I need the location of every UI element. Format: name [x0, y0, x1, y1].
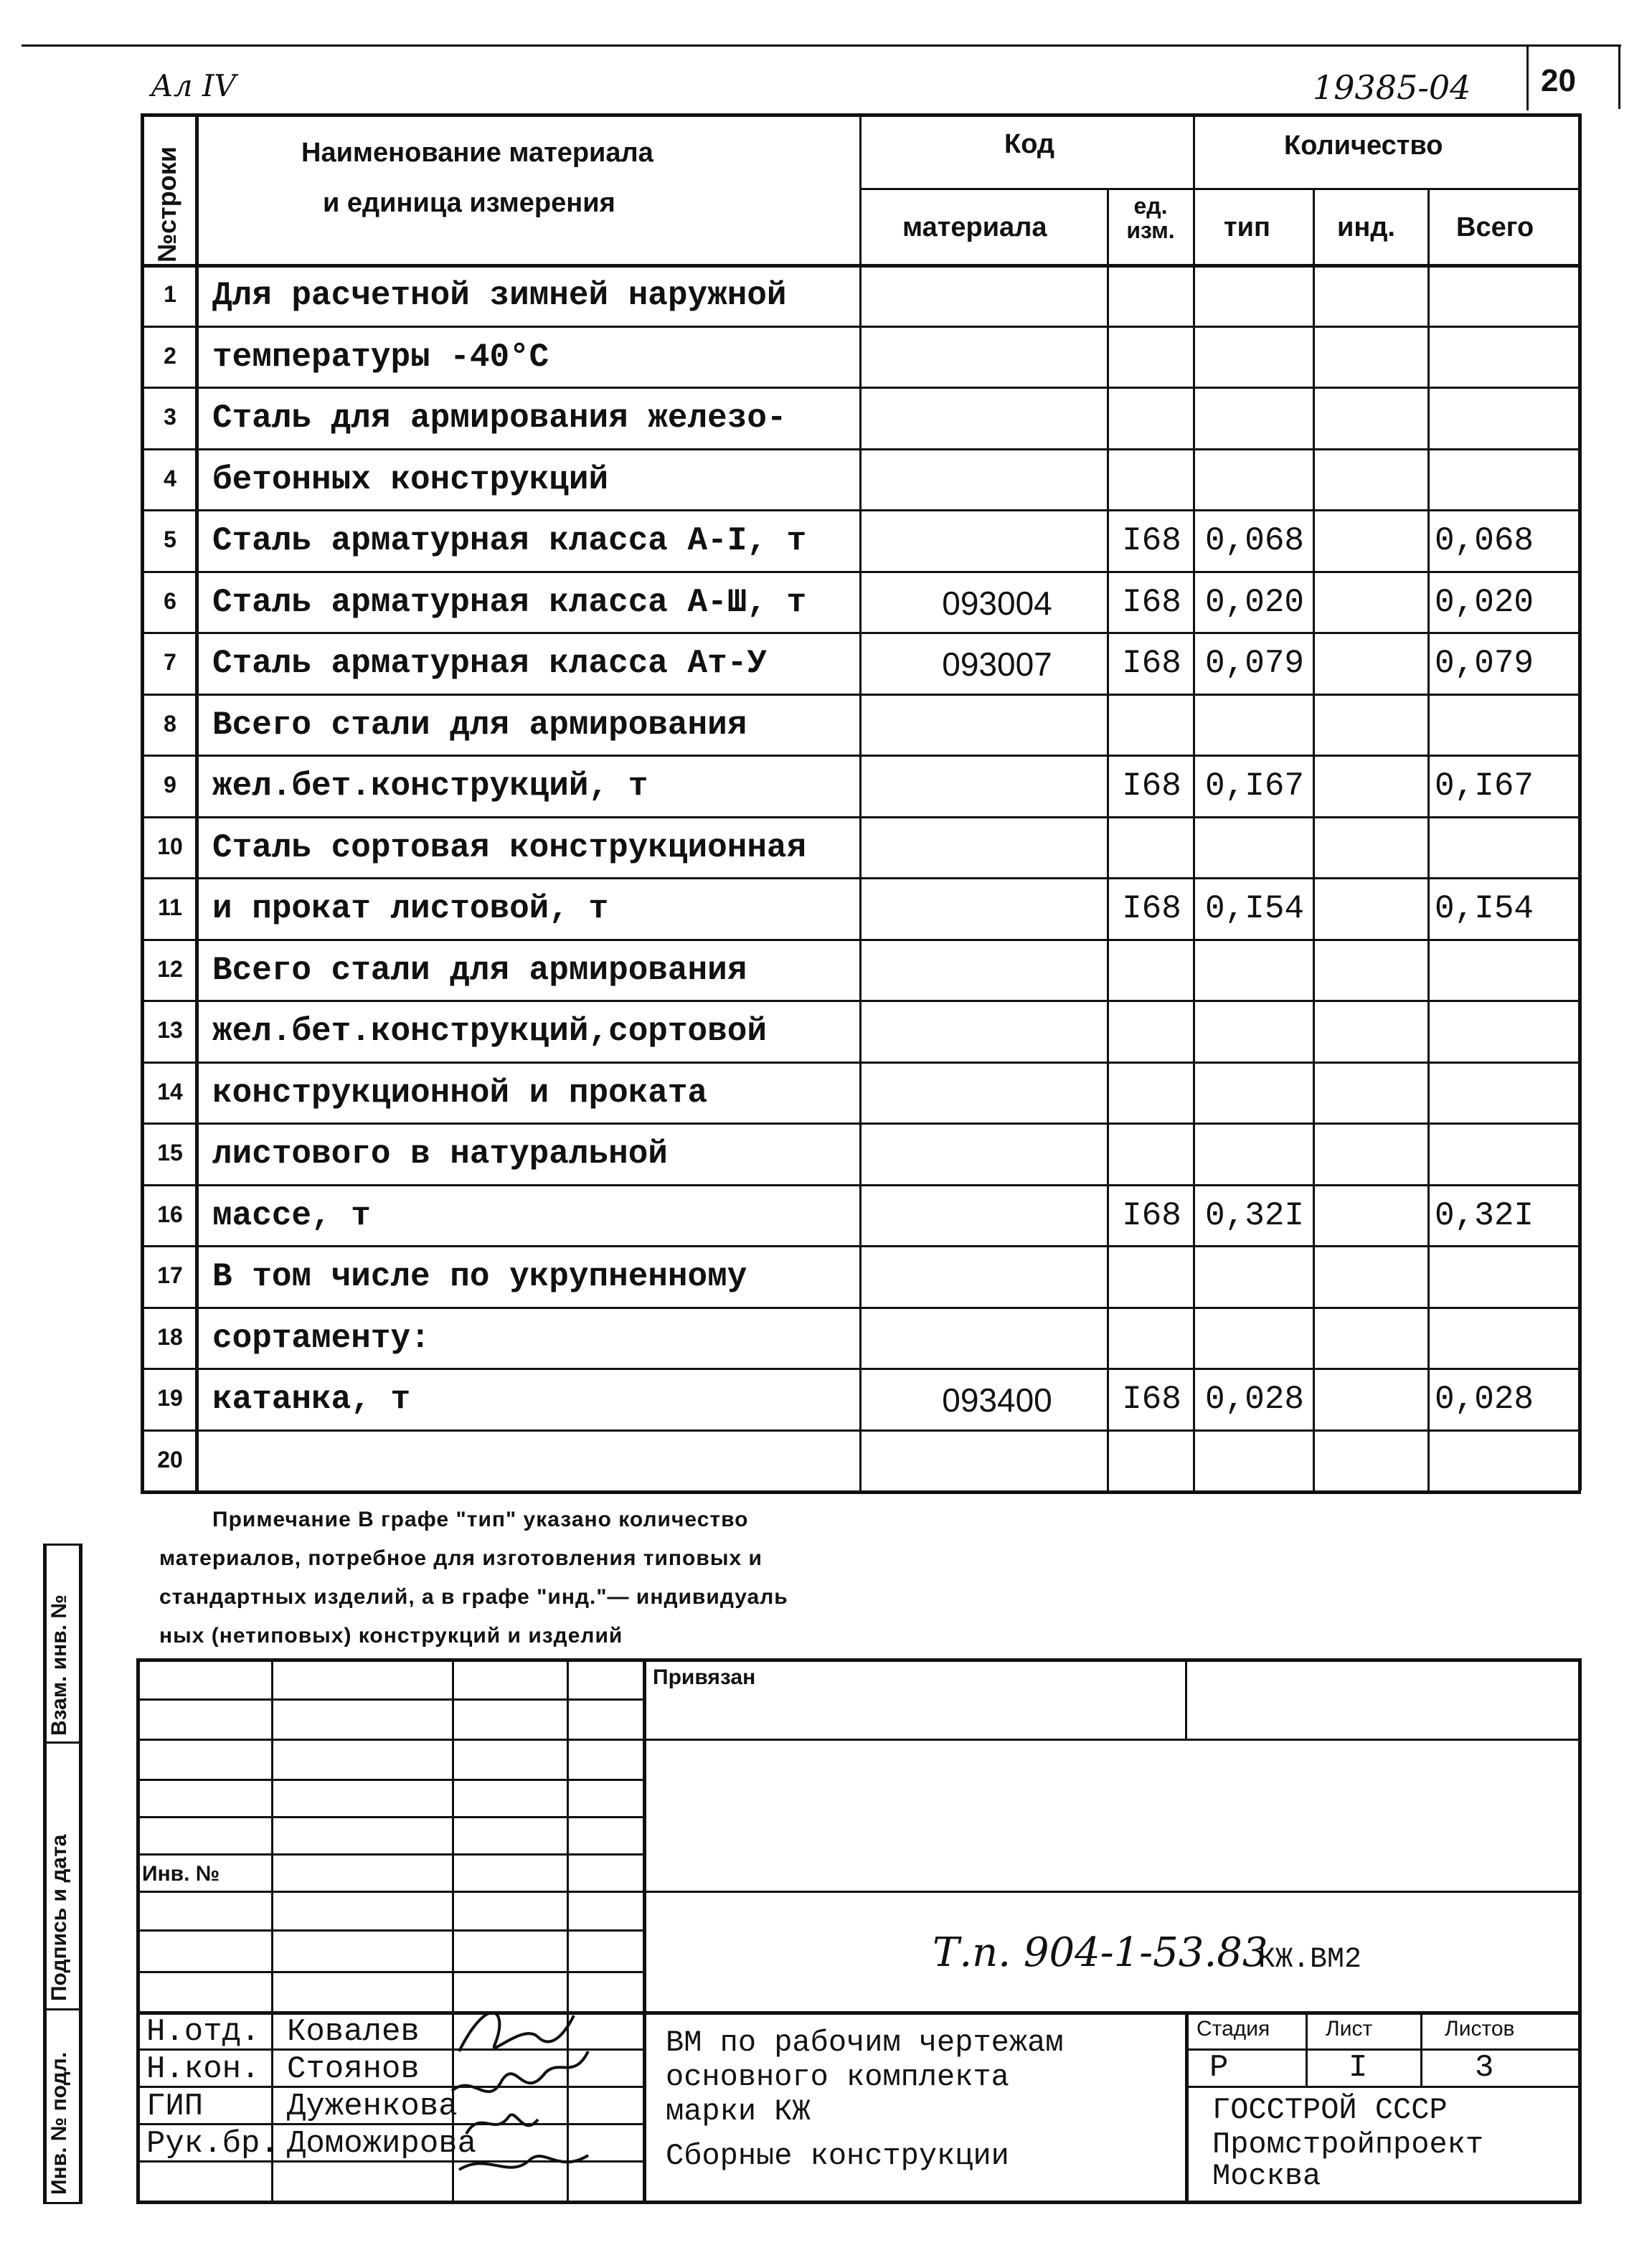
row-qty-type: 0,I67 [1205, 767, 1305, 805]
row-number: 15 [157, 1140, 183, 1166]
signer-name: Стоянов [287, 2051, 420, 2087]
row-number: 19 [157, 1385, 183, 1411]
row-number: 18 [157, 1323, 183, 1350]
row-number: 10 [157, 833, 183, 859]
doc-number: 19385-04 [1313, 68, 1471, 107]
row-number: 12 [157, 955, 183, 982]
signer-name: Дуженкова [287, 2089, 458, 2125]
signer-role: ГИП [146, 2089, 204, 2125]
row-material-name: сортаменту: [212, 1319, 430, 1357]
note-line-3: стандартных изделий, а в графе "инд."— индивидуаль [159, 1585, 788, 1609]
row-qty-type: 0,32I [1205, 1196, 1305, 1234]
col-header-qty: Количество [1284, 131, 1443, 161]
row-number: 5 [164, 526, 176, 552]
row-material-name: и прокат листовой, т [212, 890, 609, 927]
col-header-name-1: Наименование материала [301, 138, 653, 168]
row-material-name: температуры -40°С [212, 338, 549, 376]
col-header-name-2: и единица измерения [323, 188, 615, 218]
side-label-vzam: Взам. инв. № [47, 1594, 71, 1736]
inv-no-label: Инв. № [142, 1862, 220, 1886]
row-qty-type: 0,028 [1205, 1381, 1305, 1418]
row-number: 17 [157, 1262, 183, 1288]
col-header-code-unit: ед. изм. [1126, 193, 1175, 243]
note-line-4: ных (нетиповых) конструкций и изделий [159, 1624, 623, 1648]
row-material-name: катанка, т [212, 1381, 411, 1418]
col-header-qty-type: тип [1224, 212, 1270, 242]
row-material-name: Сталь сортовая конструкционная [212, 828, 807, 866]
doc-title-line-4: Сборные конструкции [666, 2139, 1009, 2173]
row-qty-total: 0,32I [1435, 1196, 1534, 1234]
row-number: 9 [164, 772, 176, 798]
row-number: 6 [164, 587, 176, 614]
row-material-name: Сталь арматурная класса Ат-У [212, 645, 767, 682]
signer-role: Н.кон. [146, 2051, 260, 2087]
row-qty-total: 0,079 [1435, 645, 1534, 682]
row-number: 8 [164, 710, 176, 737]
row-qty-type: 0,I54 [1205, 890, 1305, 927]
row-qty-total: 0,028 [1435, 1381, 1534, 1418]
row-unit: I68 [1122, 522, 1181, 559]
row-qty-type: 0,079 [1205, 645, 1305, 682]
row-number: 7 [164, 649, 176, 675]
signer-name: Доможирова [287, 2126, 477, 2162]
row-material-name: бетонных конструкций [212, 460, 609, 498]
org-line-3: Москва [1212, 2159, 1321, 2193]
note-line-1: Примечание В графе "тип" указано количество [212, 1508, 749, 1531]
row-qty-total: 0,I54 [1435, 890, 1534, 927]
row-qty-total: 0,068 [1435, 522, 1534, 559]
signer-role: Н.отд. [146, 2014, 260, 2050]
sheet-value: I [1349, 2050, 1368, 2086]
row-number: 20 [157, 1446, 183, 1473]
col-header-qty-ind: инд. [1337, 212, 1395, 242]
row-material-name: Сталь арматурная класса А-Ш, т [212, 583, 807, 621]
row-qty-total: 0,020 [1435, 583, 1534, 621]
row-code: 093004 [942, 584, 1052, 622]
row-material-name: Для расчетной зимней наружной [212, 277, 787, 314]
side-label-inv-podl: Инв. № подл. [47, 2051, 71, 2195]
row-qty-type: 0,068 [1205, 522, 1305, 559]
stage-value: Р [1209, 2050, 1229, 2086]
signer-role: Рук.бр. [146, 2126, 279, 2162]
doc-title-line-2: основного комплекта [666, 2060, 1009, 2094]
row-material-name: жел.бет.конструкций, т [212, 767, 648, 805]
row-qty-type: 0,020 [1205, 583, 1305, 621]
stage-label: Стадия [1196, 2017, 1270, 2041]
col-header-qty-total: Всего [1456, 212, 1534, 242]
row-unit: I68 [1122, 1381, 1181, 1418]
col-header-rownum: №строки [152, 146, 181, 263]
row-material-name: конструкционной и проката [212, 1074, 708, 1112]
row-unit: I68 [1122, 767, 1181, 805]
col-header-code-material: материала [902, 212, 1047, 242]
row-number: 2 [164, 342, 176, 369]
org-line-2: Промстройпроект [1212, 2127, 1484, 2162]
designation-suffix: КЖ.ВМ2 [1258, 1944, 1362, 1976]
row-material-name: В том числе по укрупненному [212, 1258, 747, 1295]
designation: Т.п. 904-1-53.83 [933, 1929, 1268, 1976]
row-unit: I68 [1122, 583, 1181, 621]
row-number: 14 [157, 1078, 183, 1105]
note-line-2: материалов, потребное для изготовления типовых и [159, 1546, 763, 1570]
privyazan-label: Привязан [653, 1665, 756, 1689]
row-material-name: Сталь арматурная класса А-I, т [212, 522, 807, 559]
row-number: 1 [164, 281, 176, 307]
row-number: 11 [158, 894, 182, 920]
row-unit: I68 [1122, 645, 1181, 682]
sheets-label: Листов [1445, 2017, 1515, 2041]
row-number: 3 [164, 404, 176, 430]
row-material-name: жел.бет.конструкций,сортовой [212, 1013, 767, 1050]
col-header-code: Код [1004, 129, 1055, 159]
sheets-value: 3 [1475, 2050, 1494, 2086]
sheet-number: 20 [1541, 63, 1576, 98]
corner-mark: Ал IV [151, 68, 236, 103]
row-material-name: массе, т [212, 1196, 371, 1234]
doc-title-line-3: марки КЖ [666, 2094, 811, 2129]
row-qty-total: 0,I67 [1435, 767, 1534, 805]
row-number: 16 [157, 1201, 183, 1227]
signer-name: Ковалев [287, 2014, 420, 2050]
row-material-name: Всего стали для армирования [212, 706, 747, 744]
row-material-name: Всего стали для армирования [212, 951, 747, 989]
row-unit: I68 [1122, 890, 1181, 927]
row-material-name: листового в натуральной [212, 1135, 668, 1173]
signature-scribbles [445, 1965, 617, 2202]
doc-title-line-1: ВМ по рабочим чертежам [666, 2026, 1064, 2060]
org-line-1: ГОССТРОЙ СССР [1212, 2093, 1448, 2127]
row-code: 093007 [942, 646, 1052, 683]
row-number: 4 [164, 465, 176, 491]
sheet-label: Лист [1326, 2017, 1373, 2041]
row-code: 093400 [942, 1381, 1052, 1419]
row-number: 13 [157, 1017, 183, 1043]
row-unit: I68 [1122, 1196, 1181, 1234]
side-label-podpis: Подпись и дата [47, 1834, 71, 2001]
row-material-name: Сталь для армирования железо- [212, 400, 787, 437]
